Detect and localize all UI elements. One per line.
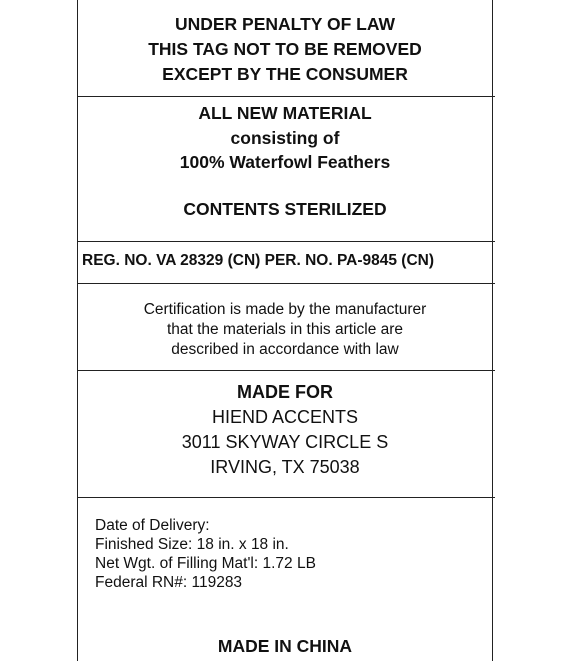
material-content: 100% Waterfowl Feathers [179, 152, 391, 172]
federal-rn: Federal RN#: 119283 [95, 574, 243, 591]
certification-line-3: described in accordance with law [171, 341, 399, 358]
finished-size: Finished Size: 18 in. x 18 in. [95, 536, 289, 553]
made-in-label: MADE IN CHINA [217, 636, 353, 656]
origin-section [77, 634, 493, 658]
certification-line-1: Certification is made by the manufacturer [143, 301, 427, 318]
date-of-delivery: Date of Delivery: [95, 517, 210, 534]
company-name: HIEND ACCENTS [211, 407, 359, 427]
registration-number: REG. NO. VA 28329 (CN) PER. NO. PA-9845 (CN) [82, 252, 434, 269]
net-weight: Net Wgt. of Filling Mat'l: 1.72 LB [95, 555, 316, 572]
contents-sterilized: CONTENTS STERILIZED [183, 198, 387, 219]
warning-section [77, 12, 493, 87]
divider-warning [77, 96, 495, 97]
warning-line-2: THIS TAG NOT TO BE REMOVED [148, 39, 422, 59]
made-for-heading: MADE FOR [237, 382, 333, 402]
registration-section [77, 250, 493, 272]
divider-made-for [77, 497, 495, 498]
material-section [77, 101, 493, 221]
street-address: 3011 SKYWAY CIRCLE S [181, 432, 389, 452]
certification-section [77, 300, 493, 360]
divider-registration [77, 283, 495, 284]
warning-line-3: EXCEPT BY THE CONSUMER [162, 64, 408, 84]
material-consisting: consisting of [230, 127, 340, 148]
certification-line-2: that the materials in this article are [166, 321, 404, 338]
made-for-section [77, 380, 493, 480]
divider-certification [77, 370, 495, 371]
city-state-zip: IRVING, TX 75038 [210, 457, 360, 477]
details-section [77, 516, 493, 592]
material-heading: ALL NEW MATERIAL [198, 103, 372, 123]
divider-material [77, 241, 495, 242]
warning-line-1: UNDER PENALTY OF LAW [174, 14, 396, 34]
